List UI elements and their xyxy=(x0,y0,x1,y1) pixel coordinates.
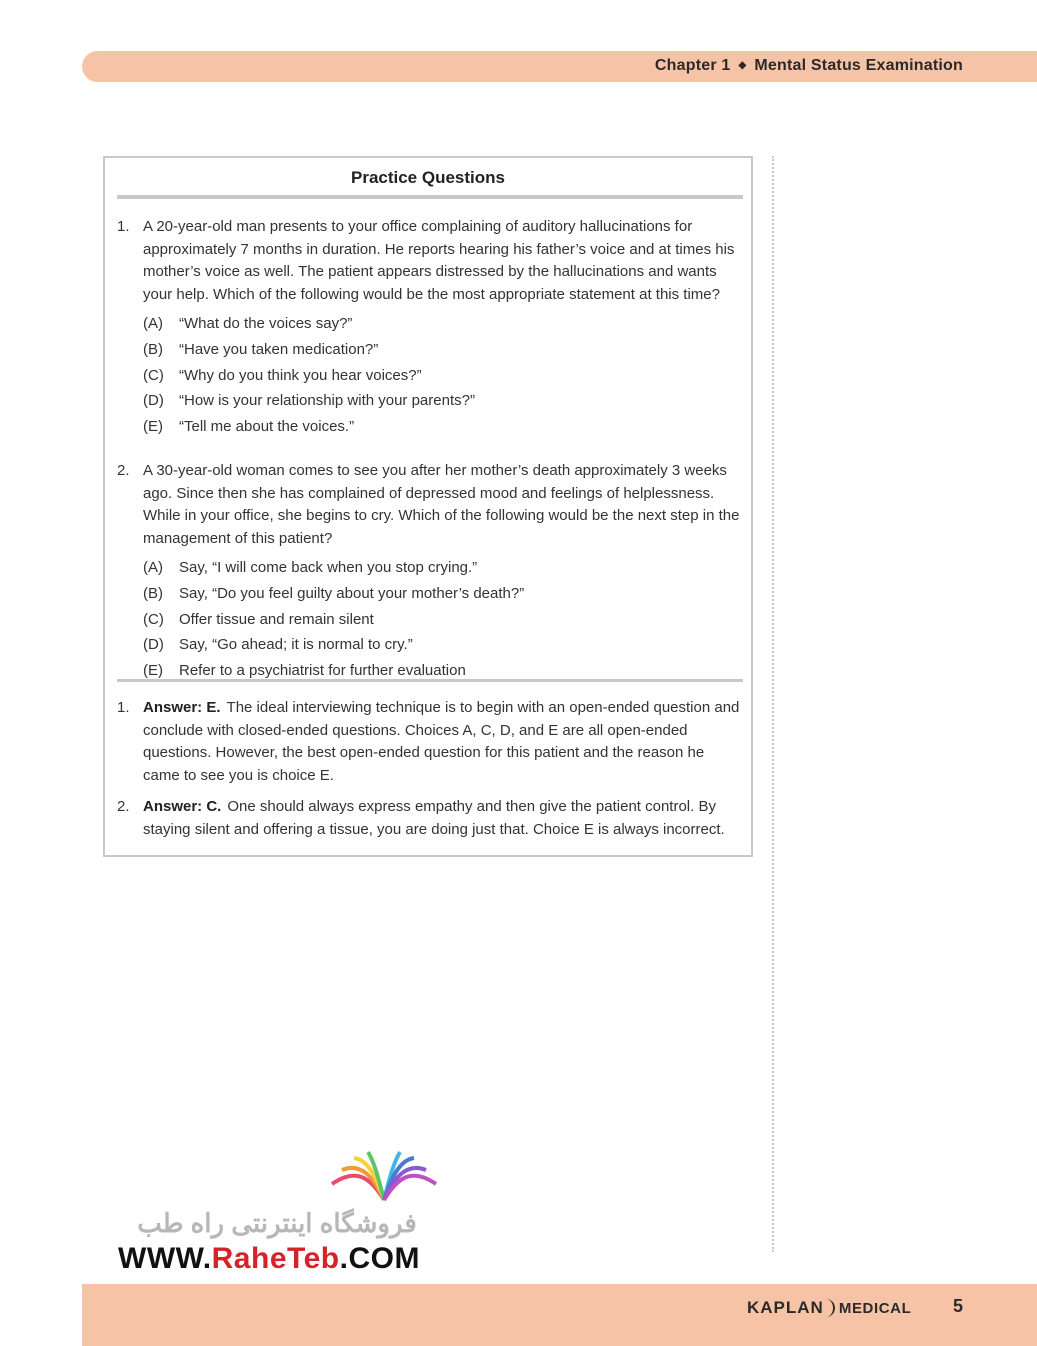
answer-explanation: One should always express empathy and then give the patient control. By staying silent and offering a tissue, you are doing just that. Choice E is always incorrect. xyxy=(143,798,725,838)
brand-division: MEDICAL xyxy=(838,1300,912,1317)
running-header-band xyxy=(82,51,1037,82)
brand-name: KAPLAN xyxy=(747,1298,824,1317)
practice-questions-box xyxy=(103,156,753,857)
answer-label: Answer: E. xyxy=(143,699,221,716)
kaplan-medical-logo xyxy=(747,1298,911,1318)
option-text: Offer tissue and remain silent xyxy=(179,610,374,628)
title-divider xyxy=(117,195,743,199)
option-text: Say, “Do you feel guilty about your mother’s death?” xyxy=(179,584,525,602)
question-2 xyxy=(117,460,743,686)
page-number: 5 xyxy=(953,1296,964,1316)
option-e xyxy=(143,416,743,442)
answer-2 xyxy=(117,796,743,841)
option-letter: (B) xyxy=(143,584,163,602)
url-prefix: WWW. xyxy=(118,1242,212,1275)
margin-dotted-line xyxy=(772,156,774,1252)
option-c xyxy=(143,609,743,635)
question-number: 2. xyxy=(117,462,130,479)
answer-options xyxy=(143,313,743,442)
option-text: Say, “I will come back when you stop crying.” xyxy=(179,559,478,576)
question-stem: A 20-year-old man presents to your office complaining of auditory hallucinations for approximately 7 months in duration. He reports hearing his father’s voice and at times his mother’s voice as well. The patient appears distressed by the hallucinations and wants your help. Which of the following would be the most appropriate statement at this time? xyxy=(143,218,735,303)
chapter-title: Mental Status Examination xyxy=(754,57,963,74)
watermark-persian-text: فروشگاه اینترنتی راه طب xyxy=(137,1208,417,1238)
option-b xyxy=(143,339,743,365)
option-a xyxy=(143,557,743,583)
option-text: Say, “Go ahead; it is normal to cry.” xyxy=(179,636,413,654)
watermark-url xyxy=(118,1242,420,1276)
option-letter: (D) xyxy=(143,392,164,410)
url-brand: RaheTeb xyxy=(211,1242,340,1275)
option-letter: (A) xyxy=(143,559,163,576)
question-number: 1. xyxy=(117,218,130,235)
option-letter: (C) xyxy=(143,366,164,384)
kaplan-swoosh-icon xyxy=(825,1299,835,1317)
option-text: “Tell me about the voices.” xyxy=(179,418,355,436)
option-letter: (A) xyxy=(143,315,163,332)
box-title: Practice Questions xyxy=(350,168,505,187)
open-book-logo-icon xyxy=(328,1150,440,1202)
option-letter: (B) xyxy=(143,340,163,358)
answer-1 xyxy=(117,697,743,787)
option-text: “Have you taken medication?” xyxy=(179,340,379,358)
answer-label: Answer: C. xyxy=(143,798,222,815)
raheteb-watermark xyxy=(116,1150,446,1285)
option-letter: (E) xyxy=(143,662,163,680)
option-letter: (D) xyxy=(143,636,164,654)
answer-options xyxy=(143,557,743,686)
option-text: “Why do you think you hear voices?” xyxy=(179,366,422,384)
question-stem: A 30-year-old woman comes to see you after her mother’s death approximately 3 weeks ago. Since then she has complained of depressed mood and feelings of helplessness. While in your office, she begins to cry. Which of the following would be the next step in the management of this patient? xyxy=(143,462,740,547)
running-header xyxy=(655,57,963,75)
option-d xyxy=(143,634,743,660)
option-c xyxy=(143,365,743,391)
option-text: “How is your relationship with your parents?” xyxy=(179,392,475,410)
answer-number: 1. xyxy=(117,699,130,716)
answer-explanation: The ideal interviewing technique is to begin with an open-ended question and conclude with closed-ended questions. Choices A, C, D, and E are all open-ended questions. However, the best open-ended question for this patient and the reason he came to see you is choice E. xyxy=(143,699,740,784)
chapter-label: Chapter 1 xyxy=(654,57,731,74)
answer-number: 2. xyxy=(117,798,130,815)
url-suffix: .COM xyxy=(339,1242,420,1275)
option-e xyxy=(143,660,743,686)
option-a xyxy=(143,313,743,339)
option-b xyxy=(143,583,743,609)
answers-divider xyxy=(117,679,743,682)
option-letter: (C) xyxy=(143,610,164,628)
option-d xyxy=(143,390,743,416)
footer-band xyxy=(82,1284,1037,1346)
option-text: “What do the voices say?” xyxy=(179,315,353,332)
option-letter: (E) xyxy=(143,418,163,436)
option-text: Refer to a psychiatrist for further evaluation xyxy=(179,662,466,680)
question-1 xyxy=(117,216,743,442)
diamond-separator-icon: ◆ xyxy=(738,60,747,71)
